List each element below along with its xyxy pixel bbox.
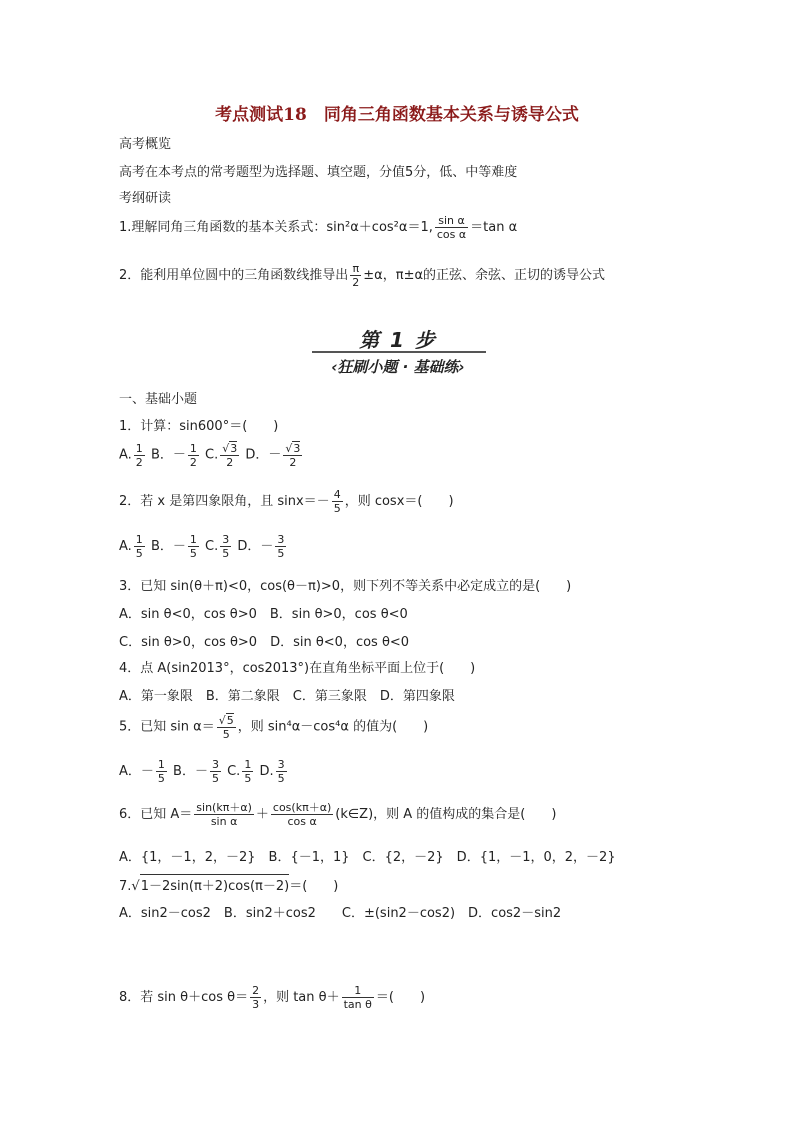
step-label: 第 1 步 xyxy=(359,328,437,352)
question-4-options: A．第一象限 B．第二象限 C．第三象限 D．第四象限 xyxy=(119,689,455,704)
question-7-options: A．sin2－cos2 B．sin2＋cos2 C．±(sin2－cos2) D．cos2－sin2 xyxy=(119,906,562,921)
question-6-stem: 6．已知 A＝ $\frac{\sin(k\pi+\alpha)}{\text{sin α}}$ ＋ $\frac{\cos(k\pi+\alpha)}{\text{cos α}}$ (k∈Z)，则 A 的值构成的集合是( ) xyxy=(119,801,557,828)
question-3-stem: 3．已知 sin(θ＋π)<0，cos(θ－π)>0，则下列不等关系中必定成立的是( ) xyxy=(119,579,572,594)
question-5-stem: 5．已知 sin α＝ $\frac{√5}{5}$ ，则 sin⁴α－cos⁴α 的值为( ) xyxy=(119,714,429,741)
syllabus-heading: 考纲研读 xyxy=(119,191,172,206)
syllabus-item-2: 2．能利用单位圆中的三角函数线推导出 $\frac{\pi}{2}$ ±α，π±α的正弦、余弦、正切的诱导公式 xyxy=(119,262,606,289)
syllabus-item-1: 1.理解同角三角函数的基本关系式：sin²α＋cos²α＝1, $\frac{\text{sin α}}{\text{cos α}}$ ＝tan α xyxy=(119,214,518,241)
question-4-stem: 4．点 A(sin2013°，cos2013°)在直角坐标平面上位于( ) xyxy=(119,661,476,676)
fraction: $\frac{\pi}{2}$ xyxy=(352,262,360,289)
question-3-options-cd: C．sin θ>0，cos θ>0 D．sin θ<0，cos θ<0 xyxy=(119,635,410,650)
question-3-options-ab: A．sin θ<0，cos θ>0 B．sin θ>0，cos θ<0 xyxy=(119,607,408,622)
banner-divider xyxy=(312,351,486,353)
overview-heading: 高考概览 xyxy=(119,137,172,152)
question-5-options: A．－ $\frac{1}{5}$ B．－ $\frac{3}{5}$ C. $\frac{1}{5}$ D. $\frac{3}{5}$ xyxy=(119,758,285,785)
step-subtitle: ‹狂刷小题 · 基础练› xyxy=(331,358,465,376)
section-heading: 一、基础小题 xyxy=(119,392,198,407)
fraction: $\frac{\text{sin α}}{\text{cos α}}$ xyxy=(436,214,467,241)
step-banner xyxy=(306,324,490,380)
overview-text: 高考在本考点的常考题型为选择题、填空题，分值5分，低、中等难度 xyxy=(119,165,518,180)
question-8-stem: 8．若 sin θ＋cos θ＝ $\frac{2}{3}$ ，则 tan θ＋ $\frac{1}{\text{tan θ}}$ ＝( ) xyxy=(119,984,426,1011)
question-2-options: A. $\frac{1}{5}$ B．－ $\frac{1}{5}$ C. $\frac{3}{5}$ D．－ $\frac{3}{5}$ xyxy=(119,533,285,560)
question-1-options: A. $\frac{1}{2}$ B．－ $\frac{1}{2}$ C. $\frac{√3}{2}$ D．－ $\frac{√3}{2}$ xyxy=(119,441,301,469)
page-title: 考点测试18 同角三角函数基本关系与诱导公式 xyxy=(215,105,579,125)
question-7-stem: 7.√1－2sin(π＋2)cos(π－2)＝( ) xyxy=(119,874,338,894)
question-6-options: A．{1，－1，2，－2} B．{－1，1} C．{2，－2} D．{1，－1，0，2，－2} xyxy=(119,850,616,865)
question-2-stem: 2．若 x 是第四象限角，且 sinx＝－ $\frac{4}{5}$ ，则 cosx＝( ) xyxy=(119,488,454,515)
question-1-stem: 1．计算：sin600°＝( ) xyxy=(119,419,279,434)
